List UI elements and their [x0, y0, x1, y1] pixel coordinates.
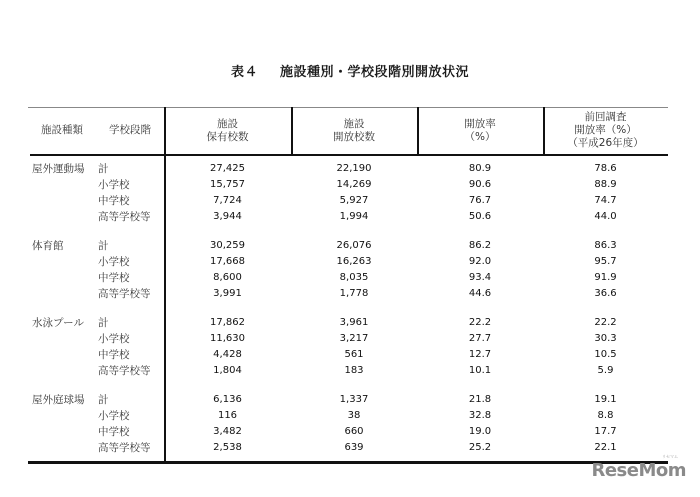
table-title [0, 61, 700, 80]
table-row: 屋外庭球場 計 6,136 1,337 21.8 19.1 [32, 394, 617, 406]
table-row: 中学校 8,600 8,035 93.4 91.9 [98, 272, 617, 284]
header-school-stage: 学校段階 [109, 124, 151, 136]
table-row: 高等学校等 3,944 1,994 50.6 44.0 [98, 211, 617, 223]
table-number: 表４ [230, 65, 258, 80]
table-row: 小学校 116 38 32.8 8.8 [98, 410, 614, 422]
facility-type-cell: 屋外運動場 [32, 163, 85, 175]
table-row: 屋外運動場 計 27,425 22,190 80.9 78.6 [32, 163, 617, 175]
table-row: 小学校 17,668 16,263 92.0 95.7 [98, 256, 617, 268]
logo-text: ReseMom [591, 460, 686, 481]
group-swimming-pool [28, 315, 668, 392]
table-row: 中学校 7,724 5,927 76.7 74.7 [98, 195, 617, 207]
table-title-text: 施設種別・学校段階別開放状況 [280, 65, 470, 80]
table-row: 中学校 4,428 561 12.7 10.5 [98, 349, 617, 361]
table-row: 高等学校等 3,991 1,778 44.6 36.6 [98, 288, 617, 300]
header-facility-type: 施設種類 [41, 124, 83, 136]
table-row: 体育館 計 30,259 26,076 86.2 86.3 [32, 240, 617, 252]
table-row: 水泳プール 計 17,862 3,961 22.2 22.2 [32, 317, 617, 329]
group-tennis-court [28, 392, 668, 469]
group-outdoor-field [28, 161, 668, 238]
table-body [28, 161, 668, 469]
header-previous-survey: 前回調査 開放率（%） （平成26年度） [567, 111, 644, 149]
header-bottom-border [30, 154, 668, 156]
resemom-logo [591, 454, 686, 481]
facility-type-cell: 体育館 [32, 240, 64, 252]
facility-type-cell: 屋外庭球場 [32, 394, 85, 406]
header-open-rate: 開放率 （%） [464, 117, 496, 143]
facility-opening-table [28, 107, 668, 463]
table-row: 高等学校等 1,804 183 10.1 5.9 [98, 365, 614, 377]
table-row: 中学校 3,482 660 19.0 17.7 [98, 426, 617, 438]
header-facility-owned: 施設 保有校数 [206, 117, 249, 143]
table-row: 小学校 15,757 14,269 90.6 88.9 [98, 179, 617, 191]
header-facility-opened: 施設 開放校数 [333, 117, 375, 143]
table-row: 小学校 11,630 3,217 27.7 30.3 [98, 333, 617, 345]
logo-ruby: リセマム [662, 454, 678, 459]
group-gymnasium [28, 238, 668, 315]
facility-type-cell: 水泳プール [32, 317, 84, 329]
table-row: 高等学校等 2,538 639 25.2 22.1 [98, 442, 617, 454]
